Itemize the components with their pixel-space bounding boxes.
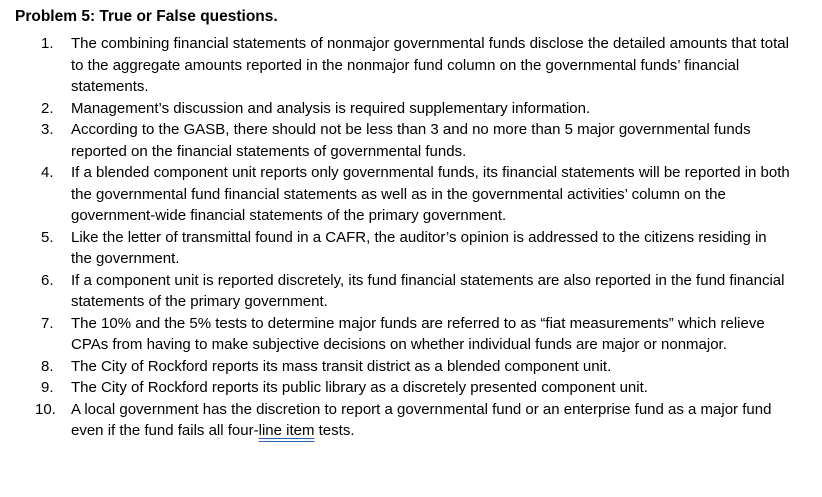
problem-title: Problem 5: True or False questions. — [15, 8, 278, 25]
item-text: Like the letter of transmittal found in a CAFR, the auditor’s opinion is addressed to the citizens residing in the government. — [71, 228, 767, 267]
item-text: If a component unit is reported discretely, its fund financial statements are also reported in the fund financial statements of the primary government. — [71, 271, 785, 310]
list-item — [15, 162, 791, 227]
list-item — [15, 356, 791, 378]
item-text: If a blended component unit reports only governmental funds, its financial statements will be reported in both the governmental fund financial statements as well as in the governmental activities’ column on the government-wide financial statements of the primary government. — [71, 164, 790, 224]
item-number: 5. — [41, 228, 54, 246]
list-item — [15, 119, 791, 162]
item-number: 2. — [41, 99, 54, 117]
item-text: The combining financial statements of nonmajor governmental funds disclose the detailed amounts that total to the aggregate amounts reported in the nonmajor fund column on the governmental funds’ financial statements. — [71, 35, 789, 95]
list-item — [15, 399, 791, 442]
item-text: Management’s discussion and analysis is required supplementary information. — [71, 99, 591, 117]
list-item — [15, 98, 791, 120]
item-number: 9. — [41, 379, 54, 396]
question-list — [15, 33, 822, 442]
list-item — [15, 33, 791, 98]
item-number: 10. — [35, 400, 56, 418]
list-item — [15, 313, 791, 356]
item-text: The City of Rockford reports its public library as a discretely presented component unit. — [71, 379, 648, 396]
item-number: 1. — [41, 35, 54, 52]
item-text: The City of Rockford reports its mass transit district as a blended component unit. — [71, 357, 612, 375]
list-item — [15, 377, 791, 399]
item-text: According to the GASB, there should not be less than 3 and no more than 5 major governmental funds reported on the financial statements of governmental funds. — [71, 121, 751, 160]
item-number: 8. — [41, 357, 54, 375]
item-text-before: A local government has the discretion to report a governmental fund or an enterprise fund as a major fund even if the fund fails all four- — [71, 400, 772, 439]
spellcheck-underlined-text: line item — [258, 422, 315, 439]
item-number: 7. — [41, 314, 54, 332]
list-item — [15, 227, 791, 270]
item-number: 4. — [41, 164, 54, 181]
item-text: The 10% and the 5% tests to determine major funds are referred to as “fiat measurements” which relieve CPAs from having to make subjective decisions on whether individual funds are major or nonmajor. — [71, 314, 765, 353]
list-item — [15, 270, 791, 313]
item-text-after: tests. — [314, 422, 355, 439]
item-number: 6. — [41, 271, 54, 289]
item-number: 3. — [41, 121, 54, 138]
